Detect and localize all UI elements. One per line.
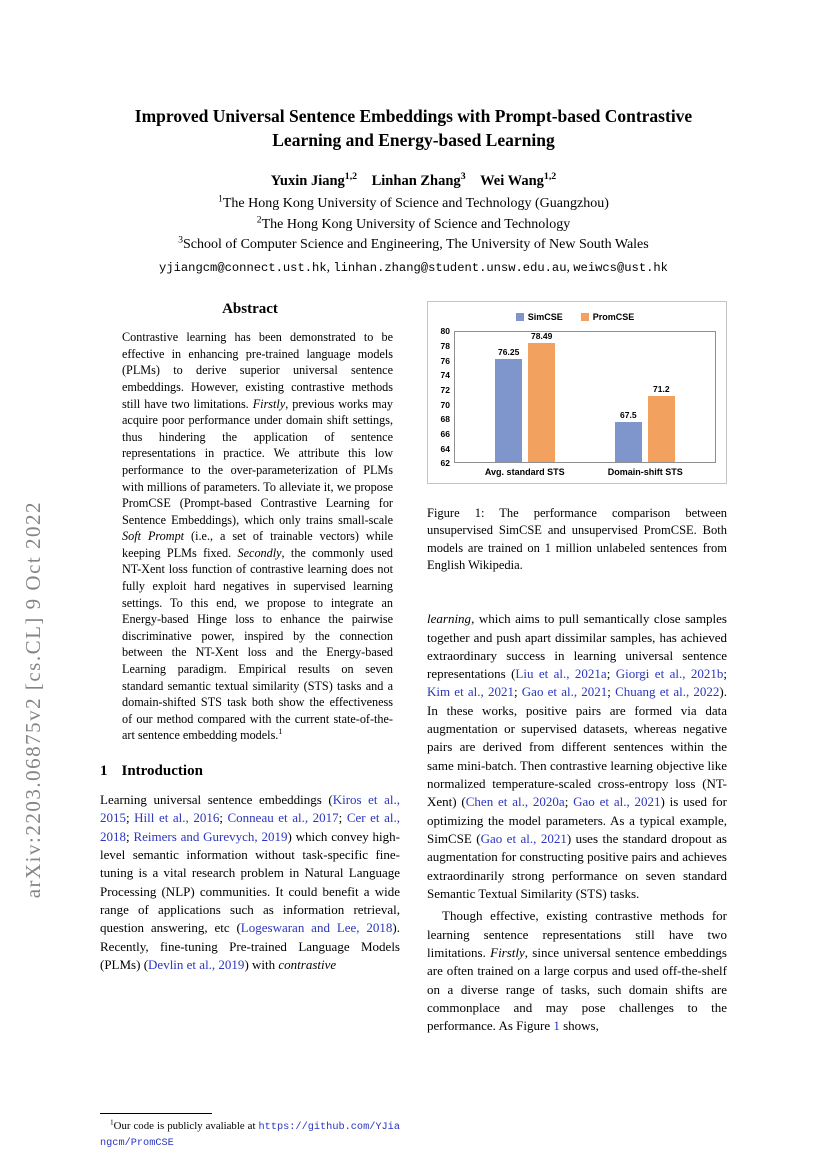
text-segment: ;	[126, 828, 134, 844]
text-segment: ) with	[244, 956, 279, 972]
text-segment	[466, 173, 481, 189]
legend-label: PromCSE	[592, 312, 635, 323]
text-segment: 3	[460, 171, 466, 183]
abstract-paragraph	[100, 329, 400, 744]
x-category-label: Avg. standard STS	[484, 467, 565, 478]
text-segment: ) uses the standard dropout as augmentation for constructing positive pairs and achieves extraordinarily strong performance on seven standard Semantic Textual Similarity (STS) tasks.	[427, 831, 727, 902]
arxiv-watermark	[16, 355, 50, 1045]
text-segment: ). Recently, fine-tuning Pre-trained Language Models (PLMs) (	[100, 920, 400, 972]
y-tick-label: 64	[440, 443, 450, 454]
y-tick-label: 80	[440, 326, 450, 337]
text-segment: yjiangcm@connect.ust.hk	[159, 261, 327, 276]
y-tick-label: 66	[440, 428, 450, 439]
affiliation-3	[0, 235, 827, 255]
text-segment: linhan.zhang@student.unsw.edu.au	[333, 261, 567, 276]
body-paragraph-1	[427, 610, 727, 903]
citation-link[interactable]: Kiros et al., 2015	[100, 792, 400, 826]
bar-column	[495, 332, 522, 462]
legend-item-promcse	[581, 312, 635, 322]
text-segment: ;	[338, 810, 347, 826]
bar-value-label: 71.2	[653, 383, 670, 394]
section-title: Introduction	[121, 763, 203, 780]
text-segment: ) is used for optimizing the model parameters. As a typical example, SimCSE (	[427, 794, 727, 847]
authors-line	[0, 173, 827, 190]
bar-value-label: 67.5	[620, 410, 637, 421]
citation-link[interactable]: Hill et al., 2016	[134, 810, 220, 826]
citation-link[interactable]: Chuang et al., 2022	[615, 684, 720, 700]
arxiv-watermark-text: arXiv:2203.06875v2 [cs.CL] 9 Oct 2022	[20, 501, 45, 899]
y-tick-label: 70	[440, 399, 450, 410]
chart-bar-simcse	[495, 359, 522, 462]
text-segment: 1,2	[344, 171, 358, 183]
bar-column	[528, 332, 555, 462]
text-segment: 2	[256, 214, 262, 225]
text-segment: , previous works may acquire poor performance under domain shift settings, thus hindering the application of sentence representations in practice. We attribute this low performance to the over-parameterization of PLMs with millions of parameters. To alleviate it, we propose PromCSE (Prompt-based Contrastive Learning for Sentence Embeddings), which only trains small-scale	[122, 396, 393, 527]
text-segment: ). In these works, positive pairs are formed via data augmentation or supervised datasets, whereas negative pairs are derived from different sentences within the same mini-batch. Then contrastive learning objective like normalized temperature-scaled cross-entropy loss (NT-Xent) (	[427, 684, 727, 810]
text-segment: ,	[566, 259, 574, 275]
text-segment: Linhan Zhang	[371, 173, 461, 190]
bar-group	[495, 332, 555, 462]
citation-link[interactable]: Logeswaran and Lee, 2018	[240, 920, 393, 936]
text-segment: ;	[607, 684, 616, 700]
text-segment: ;	[513, 684, 522, 700]
affiliations	[0, 194, 827, 255]
text-segment: ,	[326, 259, 334, 275]
citation-link[interactable]: Giorgi et al., 2021b	[615, 666, 724, 682]
paper-title: Improved Universal Sentence Embeddings with Prompt-based Contrastive Learning and Energy-based Learning	[134, 106, 693, 151]
bar-column	[648, 332, 675, 462]
text-segment: 1	[218, 194, 223, 205]
text-segment: Secondly	[237, 545, 282, 560]
citation-link[interactable]: https://github.com/YJiangcm/PromCSE	[100, 1121, 400, 1150]
text-segment: 1	[110, 1117, 114, 1127]
legend-swatch	[581, 313, 589, 321]
citation-link[interactable]: Liu et al., 2021a	[515, 666, 607, 682]
figure-1	[427, 301, 727, 574]
y-tick-label: 72	[440, 384, 450, 395]
chart-x-labels	[454, 463, 716, 480]
x-category-label: Domain-shift STS	[607, 467, 683, 478]
citation-link[interactable]: Conneau et al., 2017	[227, 810, 339, 826]
citation-link[interactable]: Gao et al., 2021	[573, 794, 661, 810]
right-column	[427, 301, 727, 1151]
text-segment: 3	[178, 235, 184, 246]
citation-link[interactable]: Chen et al., 2020a	[465, 794, 565, 810]
citation-link[interactable]: Gao et al., 2021	[521, 684, 608, 700]
citation-link[interactable]: Gao et al., 2021	[480, 831, 567, 847]
legend-item-simcse	[516, 312, 563, 322]
chart-y-axis	[434, 326, 454, 469]
chart-bar-promcse	[528, 343, 555, 462]
chart-bar-simcse	[615, 422, 642, 462]
text-segment: , since universal sentence embeddings are often trained on a large corpus and used off-the-shelf on a diverse range of tasks, such domain shifts are commonplace and may pose challenges to the performance. As Figure	[427, 945, 727, 1034]
text-segment: 1,2	[543, 171, 557, 183]
bar-group	[615, 332, 675, 462]
text-segment	[357, 173, 372, 189]
abstract-heading: Abstract	[222, 301, 278, 318]
text-segment: , which aims to pull semantically close samples together and push apart dissimilar samples, has achieved extraordinary success in learning universal sentence representations (	[427, 611, 727, 682]
text-segment: learning	[427, 611, 472, 627]
citation-link[interactable]: Cer et al., 2018	[100, 810, 400, 844]
text-segment: (i.e., a set of trainable vectors) while keeping PLMs fixed.	[122, 529, 393, 560]
text-segment: , the commonly used NT-Xent loss function of contrastive learning does not fully exploit hard negatives in supervised learning settings. To this end, we propose to integrate an Energy-based Hinge loss to enhance the pairwise discriminative power, inspired by the connection between the NT-Xent loss and the Energy-based Learning paradigm. Empirical results on seven standard semantic textual similarity (STS) tasks and a domain-shifted STS task both show the effectiveness of our method compared with the current state-of-the-art sentence embedding models.	[122, 545, 393, 743]
text-segment: ) which convey high-level semantic information without task-specific fine-tuning is a vital research problem in Natural Language Processing (NLP) communities. It could benefit a wide range of applications such as information retrieval, question answering, etc (	[100, 828, 400, 936]
y-tick-label: 76	[440, 355, 450, 366]
figure-caption: Figure 1: The performance comparison between unsupervised SimCSE and unsupervised PromCSE. Both models are trained on 1 million unlabeled sentences from English Wikipedia.	[427, 506, 727, 572]
text-segment: weiwcs@ust.hk	[573, 261, 668, 276]
text-segment: ;	[723, 666, 727, 682]
text-segment: ;	[606, 666, 616, 682]
text-segment: Yuxin Jiang	[270, 173, 345, 190]
text-segment: Contrastive learning has been demonstrated to be effective in enhancing pre-trained language models (PLMs) to derive superior universal sentence embeddings. However, existing contrastive methods still have two limitations.	[122, 330, 393, 411]
bar-column	[615, 332, 642, 462]
y-tick-label: 62	[440, 458, 450, 469]
text-segment: 1	[278, 727, 283, 737]
body-paragraph-2	[427, 907, 727, 1035]
citation-link[interactable]: 1	[553, 1018, 560, 1034]
text-segment: The Hong Kong University of Science and Technology (Guangzhou)	[222, 196, 609, 212]
text-segment: Firstly	[252, 396, 286, 411]
emails-line	[0, 259, 827, 275]
citation-link[interactable]: Kim et al., 2021	[427, 684, 514, 700]
legend-label: SimCSE	[527, 312, 563, 323]
section-heading-introduction	[100, 763, 400, 780]
left-column	[100, 301, 400, 1151]
text-segment: Though effective, existing contrastive methods for learning sentence representations still have two limitations.	[427, 908, 727, 961]
text-segment: Soft Prompt	[122, 529, 185, 544]
text-segment: shows,	[559, 1018, 599, 1034]
text-segment: contrastive	[278, 956, 337, 972]
text-segment: School of Computer Science and Engineering, The University of New South Wales	[183, 236, 649, 252]
chart-legend	[434, 312, 716, 322]
affiliation-2	[0, 215, 827, 235]
affiliation-1	[0, 194, 827, 214]
footnote-rule	[100, 1113, 212, 1114]
bar-chart	[427, 301, 727, 484]
bar-value-label: 78.49	[531, 331, 553, 342]
y-tick-label: 74	[440, 370, 450, 381]
section-number: 1	[100, 763, 108, 780]
y-tick-label: 78	[440, 340, 450, 351]
intro-paragraph	[100, 791, 400, 974]
citation-link[interactable]: Devlin et al., 2019	[148, 956, 245, 972]
chart-bar-promcse	[648, 396, 675, 462]
text-segment: Wei Wang	[480, 173, 544, 190]
text-segment: Firstly	[490, 945, 525, 961]
chart-plot	[454, 331, 716, 463]
text-segment: Learning universal sentence embeddings (	[100, 792, 333, 808]
text-segment: ;	[564, 794, 574, 810]
text-segment: ;	[126, 810, 135, 826]
y-tick-label: 68	[440, 414, 450, 425]
text-segment: Our code is publicly avaliable at	[113, 1120, 259, 1133]
legend-swatch	[516, 313, 524, 321]
bar-value-label: 76.25	[498, 347, 520, 358]
text-segment: The Hong Kong University of Science and Technology	[261, 216, 571, 232]
footnote	[100, 1113, 400, 1151]
footnote-text	[100, 1119, 400, 1151]
citation-link[interactable]: Reimers and Gurevych, 2019	[133, 828, 288, 844]
text-segment: ;	[219, 810, 228, 826]
two-column-layout	[0, 301, 827, 1151]
chart-row	[434, 326, 716, 469]
